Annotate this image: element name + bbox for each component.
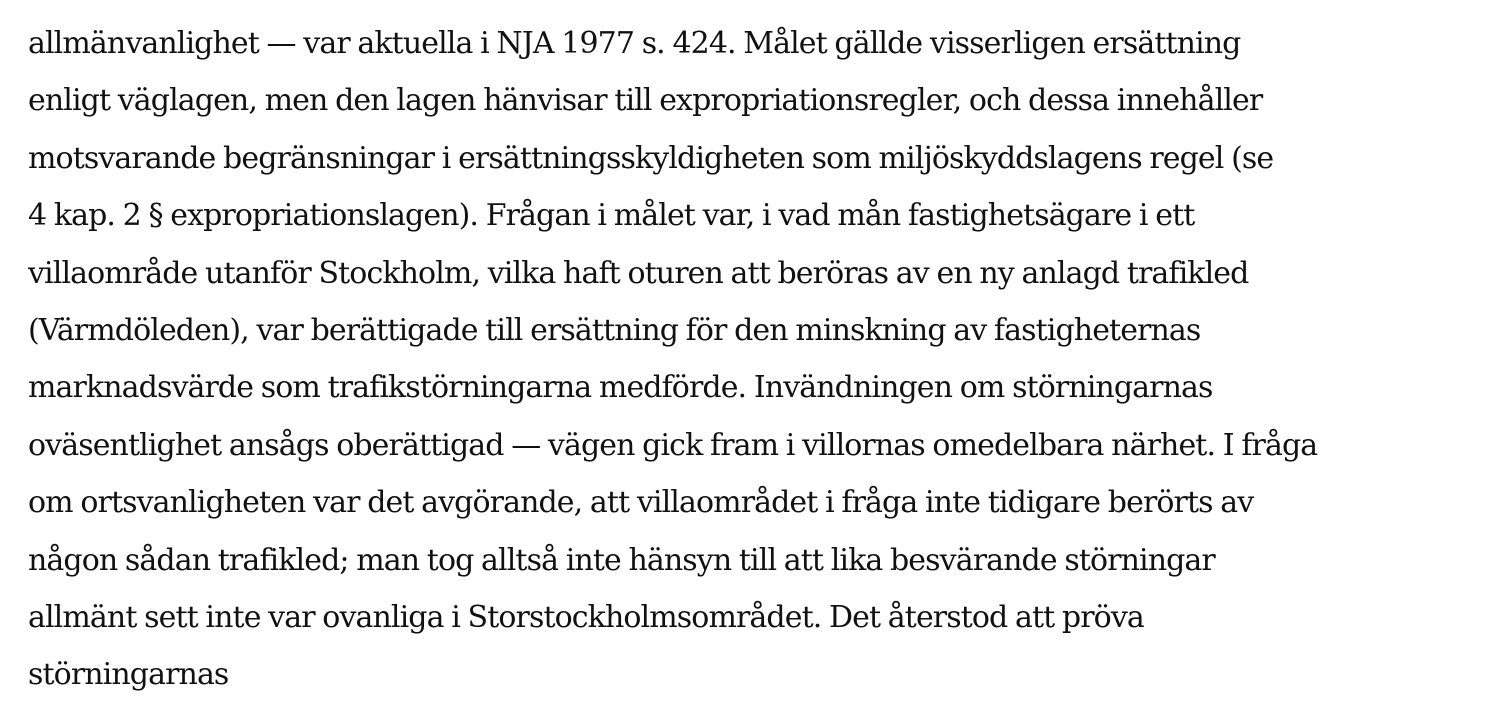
text-line: störningarnas bbox=[28, 657, 229, 693]
article-text bbox=[28, 0, 1498, 704]
text-line: enligt väglagen, men den lagen hänvisar till expropriationsregler, och dessa innehåller bbox=[28, 83, 1263, 119]
text-line: motsvarande begränsningar i ersättningsskyldigheten som miljöskyddslagens regel (se bbox=[28, 140, 1274, 176]
text-line: allmänvanlighet — var aktuella i NJA 1977 s. 424. Målet gällde visserligen ersättning bbox=[28, 26, 1241, 61]
text-line-clipped bbox=[28, 0, 1498, 15]
text-line: allmänt sett inte var ovanliga i Storstockholmsområdet. Det återstod att pröva bbox=[28, 599, 1144, 635]
text-line: (Värmdöleden), var berättigade till ersättning för den minskning av fastigheternas bbox=[28, 312, 1201, 348]
text-line: 4 kap. 2 § expropriationslagen). Frågan i målet var, i vad mån fastighetsägare i ett bbox=[28, 198, 1195, 234]
text-line: villaområde utanför Stockholm, vilka haft oturen att beröras av en ny anlagd trafikled bbox=[28, 255, 1249, 291]
text-line: någon sådan trafikled; man tog alltså inte hänsyn till att lika besvärande störningar bbox=[28, 542, 1215, 578]
text-line: om ortsvanligheten var det avgörande, att villaområdet i fråga inte tidigare berörts av bbox=[28, 485, 1254, 521]
text-line: oväsentlighet ansågs oberättigad — vägen gick fram i villornas omedelbara närhet. I fråga bbox=[28, 427, 1318, 463]
text-line: marknadsvärde som trafikstörningarna medförde. Invändningen om störningarnas bbox=[28, 370, 1213, 406]
